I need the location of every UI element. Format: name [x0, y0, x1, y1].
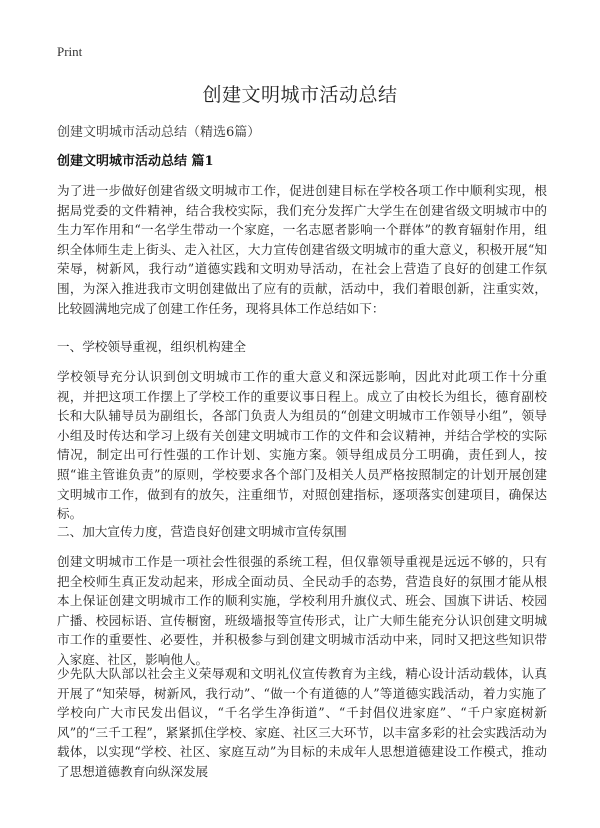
paragraph-young-pioneers: 少先队大队部以社会主义荣辱观和文明礼仪宣传教育为主线，精心设计活动载体，认真开展了“知荣辱，树新风，我行动”、“做一个有道德的人”等道德实践活动，着力实施了学校向广大市民发出倡议，“千名学生净街道”、“千封倡仪进家庭”、“千户家庭树新风”的“三千工程”，紧紧抓住学校、家庭、社区三大环节，以丰富多彩的社会实践活动为载体，以实现“学校、社区、家庭互动”为目标的未成年人思想道德建设工作模式，推动了思想道德教育向纵深发展 [57, 666, 547, 779]
paragraph-leadership: 学校领导充分认识到创文明城市工作的重大意义和深远影响，因此对此项工作十分重视，并把这项工作摆上了学校工作的重要议事日程上。成立了由校长为组长，德育副校长和大队辅导员为副组长，各部门负责人为组员的“创建文明城市工作领导小组”，领导小组及时传达和学习上级有关创建文明城市工作的文件和会议精神，并结合学校的实际情况，制定出可行性强的工作计划、实施方案。领导组成员分工明确，责任到人，按照“谁主管谁负责”的原则，学校要求各个部门及相关人员严格按照制定的计划开展创建文明城市工作，做到有的放矢，注重细节，对照创建指标，逐项落实创建项目，确保达标。 [57, 369, 547, 522]
subheading-publicity: 二、加大宣传力度，营造良好创建文明城市宣传氛围 [57, 524, 347, 539]
page-title: 创建文明城市活动总结 [202, 84, 398, 106]
section-heading: 创建文明城市活动总结 篇1 [57, 154, 214, 169]
document-subtitle: 创建文明城市活动总结（精选6篇） [57, 125, 261, 140]
paragraph-publicity: 创建文明城市工作是一项社会性很强的系统工程，但仅靠领导重视是远远不够的，只有把全校师生真正发动起来，形成全面动员、全民动手的态势，营造良好的氛围才能从根本上保证创建文明城市工作的顺利实施，学校利用升旗仪式、班会、国旗下讲话、校园广播、校园标语、宣传橱窗，班级墙报等宣传形式，让广大师生能充分认识创建文明城市工作的重要性、必要性，并积极参与到创建文明城市活动中来，同时又把这些知识带入家庭、社区，影响他人。 [57, 554, 547, 667]
paragraph-intro: 为了进一步做好创建省级文明城市工作，促进创建目标在学校各项工作中顺利实现，根据局党委的文件精神，结合我校实际，我们充分发挥广大学生在创建省级文明城市中的生力军作用和“一名学生带动一个家庭，一名志愿者影响一个群体”的教育辐射作用，组织全体师生走上街头、走入社区，大力宣传创建省级文明城市的重大意义，积极开展“知荣辱，树新风，我行动”道德实践和文明劝导活动，在社会上营造了良好的创建工作氛围，为深入推进我市文明创建做出了应有的贡献，活动中，我们着眼创新，注重实效，比较圆满地完成了创建工作任务，现将具体工作总结如下： [57, 183, 547, 316]
subheading-leadership: 一、学校领导重视，组织机构建全 [57, 339, 246, 354]
print-link[interactable]: Print [57, 44, 83, 59]
